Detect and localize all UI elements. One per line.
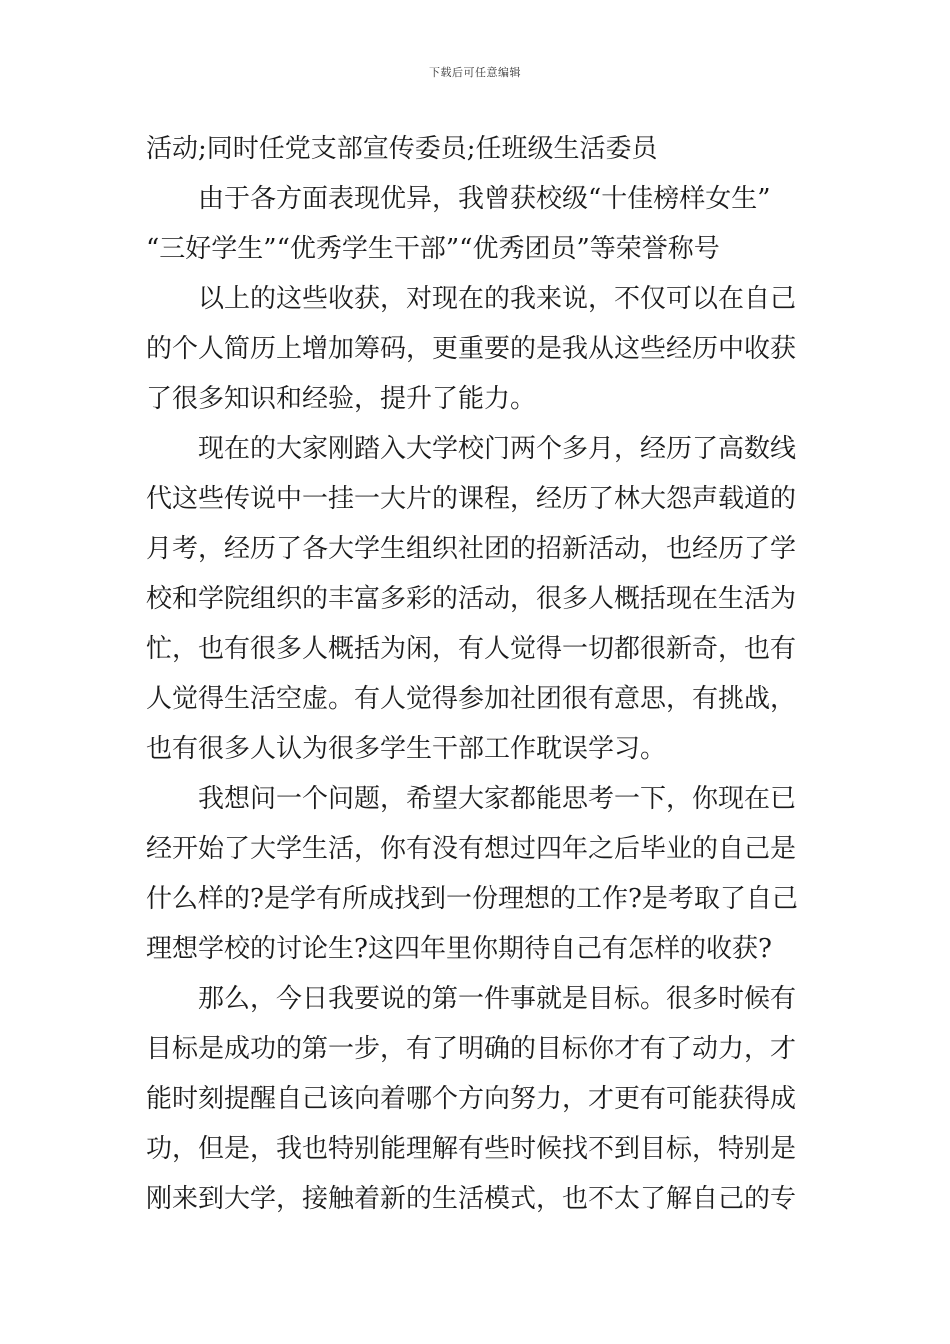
document-body — [146, 124, 810, 1224]
text-line: 月考，经历了各大学生组织社团的招新活动，也经历了学 — [146, 534, 797, 564]
text-line: 了很多知识和经验，提升了能力。 — [146, 384, 537, 414]
text-line: 的个人简历上增加筹码，更重要的是我从这些经历中收获 — [146, 334, 797, 364]
text-line: 什么样的?是学有所成找到一份理想的工作?是考取了自己 — [146, 884, 798, 914]
text-line: 由于各方面表现优异，我曾获校级“十佳榜样女生” — [198, 184, 771, 214]
text-line: 以上的这些收获，对现在的我来说，不仅可以在自己 — [198, 284, 797, 314]
text-line: 经开始了大学生活，你有没有想过四年之后毕业的自己是 — [146, 834, 797, 864]
text-line: 人觉得生活空虚。有人觉得参加社团很有意思，有挑战， — [146, 684, 797, 714]
text-line: 功，但是，我也特别能理解有些时候找不到目标，特别是 — [146, 1134, 797, 1164]
text-line: 校和学院组织的丰富多彩的活动，很多人概括现在生活为 — [146, 584, 797, 614]
text-line: 活动;同时任党支部宣传委员;任班级生活委员 — [146, 134, 658, 164]
text-line: “三好学生”“优秀学生干部”“优秀团员”等荣誉称号 — [146, 234, 720, 264]
text-line: 刚来到大学，接触着新的生活模式，也不太了解自己的专 — [146, 1184, 797, 1214]
text-line: 也有很多人认为很多学生干部工作耽误学习。 — [146, 734, 667, 764]
text-line: 目标是成功的第一步，有了明确的目标你才有了动力，才 — [146, 1034, 797, 1064]
text-line: 现在的大家刚踏入大学校门两个多月，经历了高数线 — [198, 434, 797, 464]
text-line: 能时刻提醒自己该向着哪个方向努力，才更有可能获得成 — [146, 1084, 797, 1114]
text-line: 忙，也有很多人概括为闲，有人觉得一切都很新奇，也有 — [146, 634, 797, 664]
page-header: 下载后可任意编辑 — [429, 66, 521, 79]
text-line: 代这些传说中一挂一大片的课程，经历了林大怨声载道的 — [146, 484, 797, 514]
text-line: 那么，今日我要说的第一件事就是目标。很多时候有 — [198, 984, 797, 1014]
text-line: 理想学校的讨论生?这四年里你期待自己有怎样的收获? — [146, 934, 772, 964]
text-line: 我想问一个问题，希望大家都能思考一下，你现在已 — [198, 784, 797, 814]
